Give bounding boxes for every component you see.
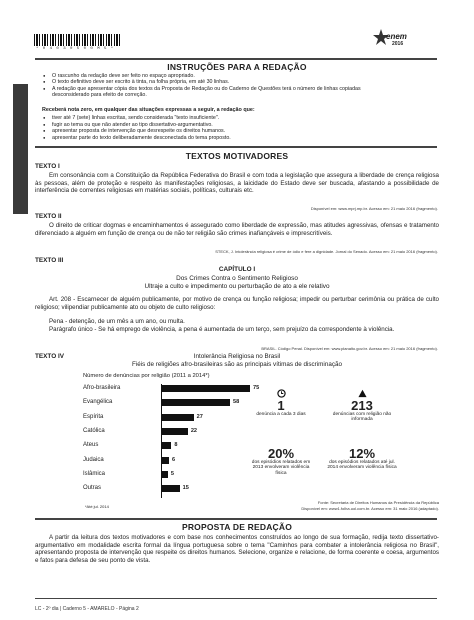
bar	[162, 442, 171, 449]
chart-source-1: Fonte: Secretaria de Direitos Humanos da Presidência da República	[317, 500, 439, 505]
footer-text: LC - 2º dia | Caderno 5 - AMARELO - Página 2	[35, 606, 139, 612]
texto2-source: STECK, J. Intolerância religiosa é crime de ódio e fere a dignidade. Jornal do Senado. Acesso em: 21 maio 2016 (fragmento).	[215, 249, 438, 254]
motivadores-title: TEXTOS MOTIVADORES	[185, 151, 289, 161]
bar-category-label: Judaica	[83, 456, 104, 463]
art-208: Art. 208 - Escarnecer de alguém publicamente, por motivo de crença ou função religiosa; impedir ou perturbar cerimônia ou prática de culto religioso; vilipendiar publicamente ato ou objeto de culto religioso:	[35, 296, 439, 311]
bar-value-label: 6	[172, 456, 176, 463]
instruction-item: ● O rascunho da redação deve ser feito no espaço apropriado.	[52, 73, 442, 79]
stat-violence-2013	[251, 447, 311, 476]
stat-label: denúncias com religião não informada	[332, 412, 392, 423]
zero-heading: Receberá nota zero, em qualquer das situações expressas a seguir, a redação que:	[42, 107, 255, 113]
chapter-heading: CAPÍTULO I	[218, 266, 256, 273]
stat-label: dos episódios relatados até jul. 2014 envolveram violência física	[327, 460, 397, 471]
barcode-number: * 0 4 0 3 0 5 0 0 M 5 *	[36, 47, 115, 51]
chart-ylabel: Número de denúncias por religião (2011 a 2014*)	[83, 373, 210, 379]
stat-value: 213	[351, 398, 373, 413]
barcode	[34, 34, 122, 46]
bar-value-label: 15	[182, 485, 189, 492]
instructions-list	[52, 73, 442, 99]
texto1-heading: TEXTO I	[35, 163, 60, 170]
bar-value-label: 75	[253, 385, 260, 391]
stat-label: dos episódios relatados em 2013 envolveram violência física	[251, 460, 311, 476]
art-pena: Pena - detenção, de um mês a um ano, ou multa.	[49, 318, 185, 325]
warning-icon	[358, 389, 367, 398]
instruction-item: ● A redação que apresentar cópia dos textos da Proposta de Redação ou do Caderno de Questões terá o número de linhas copiadas desconsiderado para efeito de correção.	[52, 86, 382, 99]
bar	[162, 414, 194, 421]
art-paragrafo: Parágrafo único - Se há emprego de violência, a pena é aumentada de um terço, sem prejuízo da correspondente à violência.	[49, 326, 395, 333]
chapter-subtitle: Ultraje a culto e impedimento ou perturbação de ato a ele relativo	[144, 283, 330, 290]
bar-value-label: 5	[170, 470, 174, 477]
bar-category-label: Outras	[83, 485, 102, 492]
instruction-item: ● O texto definitivo deve ser escrito à tinta, na folha própria, em até 30 linhas.	[52, 79, 442, 85]
chart-title: Intolerância Religiosa no Brasil	[193, 353, 281, 360]
divider	[35, 518, 437, 520]
texto2-heading: TEXTO II	[35, 213, 62, 220]
logo-year: 2016	[392, 41, 404, 47]
divider	[35, 146, 437, 148]
bar-value-label: 27	[196, 413, 203, 420]
texto2-body: O direito de criticar dogmas e encaminhamentos é assegurado como liberdade de expressão, mas atitudes agressivas, ofensas e tratamento diferenciado a alguém em função de crença ou de não ter religião são crimes inafiançáveis e imprescritíveis.	[35, 222, 439, 237]
bar	[162, 485, 180, 492]
bar-value-label: 22	[190, 427, 198, 434]
clock-icon	[277, 389, 286, 398]
stat-value: 1	[277, 398, 285, 413]
footer-divider	[35, 598, 437, 599]
chart-footnote: *Até jul. 2014	[85, 504, 109, 509]
bar	[162, 457, 169, 464]
bar-value-label: 58	[233, 399, 240, 406]
texto4-heading: TEXTO IV	[35, 353, 65, 360]
bar-category-label: Católica	[83, 427, 105, 434]
stat-violence-2014	[327, 447, 397, 471]
texto3-source: BRASIL. Código Penal. Disponível em: www.planalto.gov.br. Acesso em: 21 maio 2016 (fragmento).	[261, 346, 438, 351]
texto1-source: Disponível em: www.mprj.mp.br. Acesso em: 21 maio 2016 (fragmento).	[310, 206, 438, 211]
bar-category-label: Afro-brasileira	[83, 385, 121, 391]
bar-category-label: Espírita	[83, 413, 104, 420]
texto1-body: Em consonância com a Constituição da República Federativa do Brasil e com toda a legislação que assegura a liberdade de crença religiosa às pessoas, além de proteção e respeito às manifestações religiosas, a laicidade do Estado deve ser buscada, afastando a possibilidade de interferência de correntes religiosas em matérias sociais, políticas, culturais etc.	[35, 172, 439, 195]
side-tab-marker	[13, 84, 28, 214]
instructions-title: INSTRUÇÕES PARA A REDAÇÃO	[167, 62, 307, 72]
chart-axis	[161, 384, 162, 498]
stat-value: 12%	[348, 446, 376, 461]
zero-item: ● fugir ao tema ou que não atender ao tipo dissertativo-argumentativo.	[52, 122, 432, 129]
bar-value-label: 8	[174, 442, 178, 449]
chart	[35, 353, 439, 511]
chart-subtitle: Fiéis de religiões afro-brasileiras são as principais vítimas de discriminação	[132, 361, 342, 368]
divider	[35, 58, 437, 60]
bar-category-label: Islâmica	[83, 470, 106, 477]
stat-every-3-days	[251, 389, 311, 417]
bar	[162, 399, 230, 406]
texto3-heading: TEXTO III	[35, 257, 64, 264]
chapter-title: Dos Crimes Contra o Sentimento Religioso	[176, 275, 298, 282]
logo-word: enem	[386, 32, 407, 41]
enem-logo	[372, 26, 418, 50]
stat-value: 20%	[267, 446, 295, 461]
proposta-body: A partir da leitura dos textos motivadores e com base nos conhecimentos construídos ao longo de sua formação, redija texto dissertativo-argumentativo em modalidade escrita formal da língua portuguesa sobre o tema "Caminhos para combater a intolerância religiosa no Brasil", apresentando proposta de intervenção que respeite os direitos humanos. Selecione, organize e relacione, de forma coerente e coesa, argumentos e fatos para defesa de seu ponto de vista.	[35, 534, 439, 564]
zero-item: ● tiver até 7 (sete) linhas escritas, sendo considerada "texto insuficiente".	[52, 115, 432, 122]
bar-category-label: Ateus	[83, 442, 99, 449]
bar	[162, 428, 188, 435]
chart-source-2: Disponível em: www1.folha.uol.com.br. Acesso em: 31 maio 2016 (adaptado).	[301, 506, 439, 511]
bar-category-label: Evangélica	[83, 399, 113, 406]
proposta-title: PROPOSTA DE REDAÇÃO	[181, 522, 293, 532]
zero-list	[52, 115, 432, 141]
stat-unspecified	[327, 389, 397, 423]
stat-label: denúncia a cada 3 dias	[256, 412, 306, 417]
bar	[162, 471, 168, 478]
zero-item: ● apresentar parte do texto deliberadamente desconectada do tema proposto.	[52, 135, 432, 142]
bar	[162, 385, 250, 392]
zero-item: ● apresentar proposta de intervenção que desrespeite os direitos humanos.	[52, 128, 432, 135]
